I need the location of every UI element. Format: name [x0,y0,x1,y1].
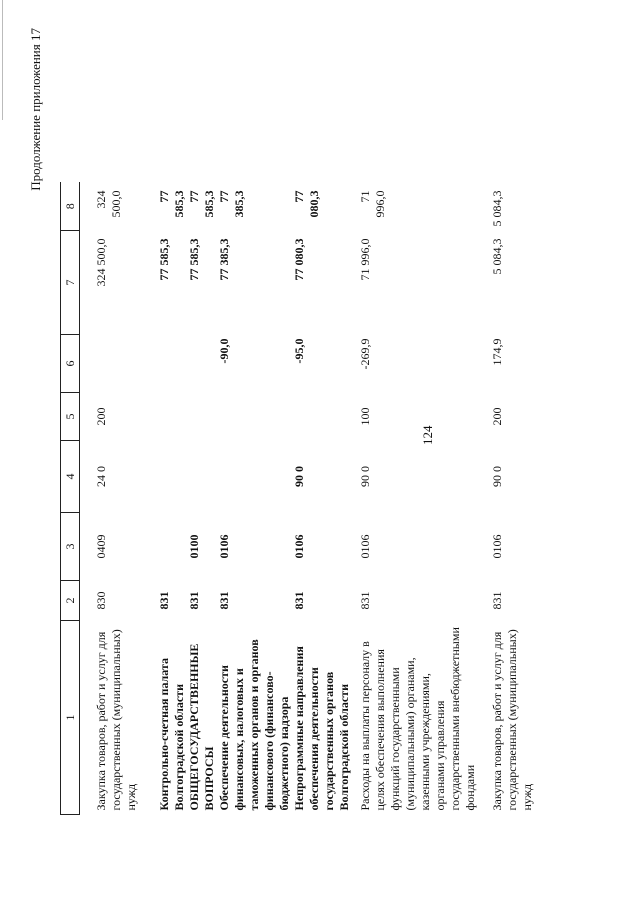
row-value-cell [157,393,187,441]
row-value-cell: 324 500,0 [94,190,123,218]
row-value-cell: 90 0 [490,466,504,487]
row-value-cell: 831 [157,591,171,610]
table-row [187,183,217,815]
row-name-cell: Закупка товаров, работ и услуг для государственных (муниципальных) нужд [94,629,138,811]
row-value-cell: 830 [94,591,108,610]
row-name-cell: Обеспечение деятельности финансовых, налоговых и таможенных органов и органов финансового (финансово-бюджетного) надзора [217,639,291,811]
row-value-cell: 200 [94,407,108,426]
row-value-cell: 90 0 [292,466,306,487]
column-number: 8 [61,183,80,231]
page-number: 124 [420,425,435,445]
row-value-cell: 5 084,3 [490,238,504,275]
row-value-cell: 71 996,0 [358,238,372,281]
column-number: 3 [61,513,80,581]
row-value-cell [157,335,187,393]
row-value-cell: -269,9 [358,338,372,370]
row-value-cell: 0106 [292,534,306,559]
row-value-cell: 0100 [187,534,201,559]
row-value-cell: 0106 [490,534,504,559]
row-value-cell: 324 500,0 [94,238,108,287]
row-value-cell: 24 0 [94,466,108,487]
row-value-cell: 77 585,3 [157,238,171,281]
table-row [292,183,352,815]
row-value-cell: 200 [490,407,504,426]
row-name-cell: Непрограммные направления обеспечения деятельности государственных органов Волгоградской области [292,646,351,811]
row-value-cell [187,393,217,441]
row-value-cell: 100 [358,407,372,426]
row-value-cell: 0106 [217,534,231,559]
row-value-cell: 77 585,3 [187,238,201,281]
row-value-cell [94,335,139,393]
row-value-cell: 0409 [94,534,108,559]
row-value-cell: 831 [292,591,306,610]
row-value-cell: 90 0 [358,466,372,487]
row-value-cell: 77 585,3 [157,190,186,218]
row-value-cell: 77 385,3 [217,190,246,218]
row-value-cell [217,441,292,513]
column-number: 6 [61,335,80,393]
row-value-cell: 831 [358,591,372,610]
table-row [217,183,292,815]
row-value-cell [187,335,217,393]
row-value-cell [157,513,187,581]
row-name-cell: Расходы на выплаты персоналу в целях обеспечения выполнения функций государственными (муниципальными) органами, казенными учреждениями, органами управления государственными внебюджетными фондами [358,627,477,811]
row-value-cell: 831 [490,591,504,610]
row-value-cell [292,393,352,441]
row-value-cell: -90,0 [217,338,231,364]
table-row [157,183,187,815]
row-value-cell: 71 996,0 [358,190,387,218]
row-name-cell: ОБЩЕГОСУДАРСТВЕННЫЕ ВОПРОСЫ [187,643,216,811]
column-number: 4 [61,441,80,513]
row-name-cell: Закупка товаров, работ и услуг для государственных (муниципальных) нужд [490,629,534,811]
budget-table [60,183,535,816]
table-row [490,183,535,815]
row-value-cell: 77 080,3 [292,238,306,281]
row-value-cell: 831 [217,591,231,610]
table-body [61,183,536,815]
row-value-cell: 77 585,3 [187,190,216,218]
row-value-cell: 5 084,3 [490,190,504,227]
column-number-row [61,183,80,815]
row-value-cell [187,441,217,513]
column-number: 2 [61,581,80,621]
row-value-cell: 174,9 [490,338,504,366]
row-value-cell: 77 385,3 [217,238,231,281]
row-value-cell: 77 080,3 [292,190,321,218]
row-name-cell: Контрольно-счетная палата Волгоградской области [157,657,186,811]
row-value-cell: 831 [187,591,201,610]
column-number: 7 [61,231,80,335]
table-row [358,183,478,815]
appendix-note: Продолжение приложения 17 [28,28,43,191]
row-value-cell [157,441,187,513]
row-value-cell [217,393,292,441]
table-row [94,183,139,815]
column-number: 1 [61,621,80,815]
column-number: 5 [61,393,80,441]
top-rule [2,0,3,120]
row-value-cell: -95,0 [292,338,306,364]
row-value-cell: 0106 [358,534,372,559]
